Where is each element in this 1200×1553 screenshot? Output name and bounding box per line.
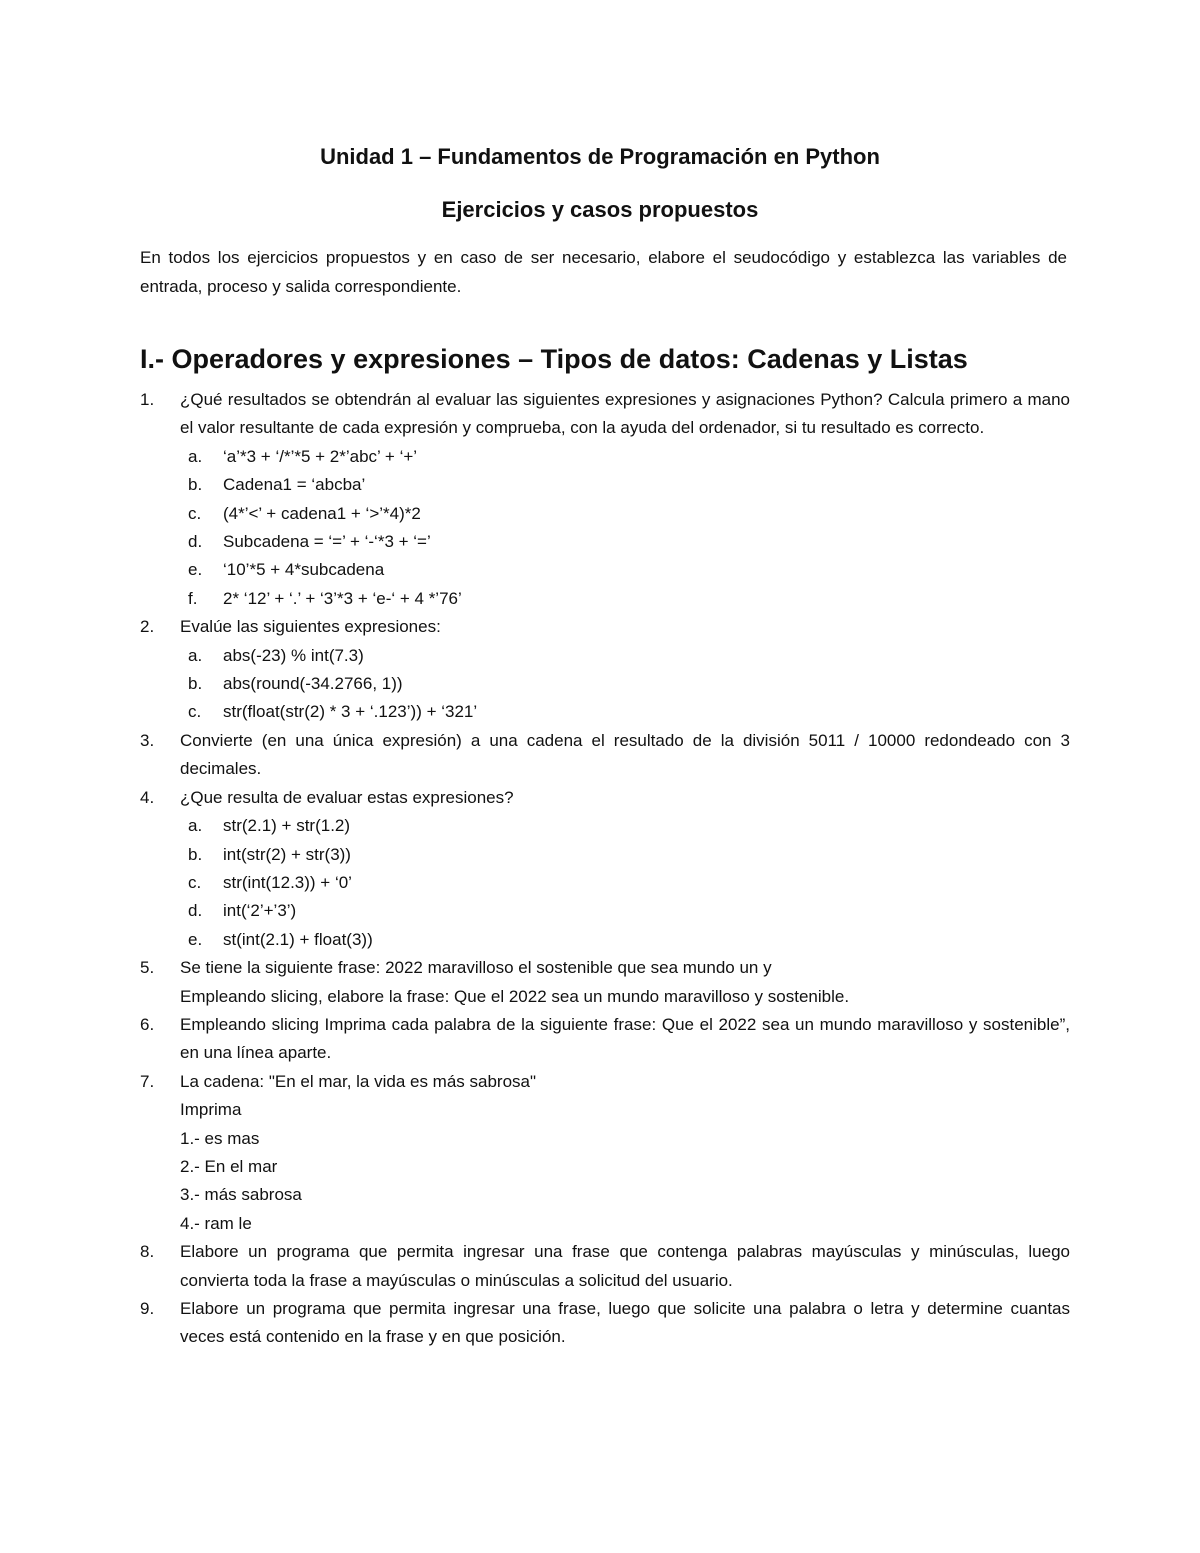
expression-letter: b. bbox=[188, 844, 203, 864]
exercise-line: Imprima bbox=[180, 1100, 242, 1120]
expression-list bbox=[180, 642, 1070, 727]
document-subtitle: Ejercicios y casos propuestos bbox=[441, 197, 759, 222]
expression-text: 2* ‘12’ + ‘.’ + ‘3’*3 + ‘e-‘ + 4 *’76’ bbox=[223, 588, 462, 608]
expression-letter: d. bbox=[188, 901, 203, 921]
exercise-line: 1.- es mas bbox=[180, 1128, 260, 1148]
expression-letter: b. bbox=[188, 674, 203, 694]
exercise-item bbox=[140, 386, 1070, 613]
exercise-item bbox=[140, 784, 1070, 954]
exercise-number: 8. bbox=[140, 1242, 155, 1262]
expression-item bbox=[180, 670, 1070, 698]
expression-item bbox=[180, 471, 1070, 499]
exercise-line: 3.- más sabrosa bbox=[180, 1185, 302, 1205]
expression-item bbox=[180, 500, 1070, 528]
expression-item bbox=[180, 812, 1070, 840]
expression-text: int(str(2) + str(3)) bbox=[223, 844, 351, 864]
expression-letter: a. bbox=[188, 446, 203, 466]
expression-text: (4*’<’ + cadena1 + ‘>’*4)*2 bbox=[223, 503, 421, 523]
expression-item bbox=[180, 585, 1070, 613]
expression-list bbox=[180, 812, 1070, 954]
expression-letter: c. bbox=[188, 503, 202, 523]
expression-letter: f. bbox=[188, 588, 198, 608]
expression-letter: d. bbox=[188, 532, 203, 552]
exercise-item bbox=[140, 1011, 1070, 1068]
exercise-line: Empleando slicing, elabore la frase: Que el 2022 sea un mundo maravilloso y sostenible. bbox=[180, 986, 850, 1006]
exercise-number: 1. bbox=[140, 390, 155, 409]
exercise-text: ¿Que resulta de evaluar estas expresiones? bbox=[180, 787, 514, 807]
expression-letter: c. bbox=[188, 702, 202, 722]
expression-text: str(int(12.3)) + ‘0’ bbox=[223, 872, 352, 892]
expression-item bbox=[180, 841, 1070, 869]
expression-text: Cadena1 = ‘abcba’ bbox=[223, 475, 366, 495]
exercise-list bbox=[140, 386, 1070, 1352]
exercise-line: La cadena: "En el mar, la vida es más sabrosa" bbox=[180, 1071, 537, 1091]
expression-text: abs(-23) % int(7.3) bbox=[223, 645, 364, 665]
expression-text: ‘10’*5 + 4*subcadena bbox=[223, 560, 385, 580]
exercise-text: ¿Qué resultados se obtendrán al evaluar las siguientes expresiones y asignaciones Python? Calcula primero a mano el valor resultante de cada expresión y comprueba, con la ayuda del ordenador, si tu resultado es correcto. bbox=[180, 390, 1070, 438]
exercise-number: 5. bbox=[140, 958, 155, 978]
exercise-item bbox=[140, 613, 1070, 727]
exercise-line: 2.- En el mar bbox=[180, 1156, 278, 1176]
expression-text: str(float(str(2) * 3 + ‘.123’)) + ‘321’ bbox=[223, 702, 478, 722]
exercise-line: Se tiene la siguiente frase: 2022 maravilloso el sostenible que sea mundo un y bbox=[180, 958, 772, 978]
expression-item bbox=[180, 443, 1070, 471]
exercise-text: Elabore un programa que permita ingresar una frase que contenga palabras mayúsculas y minúsculas, luego convierta toda la frase a mayúsculas o minúsculas a solicitud del usuario. bbox=[180, 1242, 1070, 1290]
expression-text: ‘a’*3 + ‘/*’*5 + 2*’abc’ + ‘+’ bbox=[223, 446, 418, 466]
exercise-number: 4. bbox=[140, 787, 155, 807]
expression-item bbox=[180, 528, 1070, 556]
expression-item bbox=[180, 869, 1070, 897]
exercise-item bbox=[140, 1295, 1070, 1352]
exercise-number: 9. bbox=[140, 1299, 155, 1318]
document-title: Unidad 1 – Fundamentos de Programación en Python bbox=[320, 144, 880, 169]
expression-text: Subcadena = ‘=’ + ‘-‘*3 + ‘=’ bbox=[223, 532, 431, 552]
expression-text: abs(round(-34.2766, 1)) bbox=[223, 674, 403, 694]
exercise-item bbox=[140, 727, 1070, 784]
expression-letter: a. bbox=[188, 645, 203, 665]
exercise-text: Evalúe las siguientes expresiones: bbox=[180, 617, 441, 637]
exercise-item bbox=[140, 954, 1070, 1011]
expression-list bbox=[180, 443, 1070, 613]
expression-letter: a. bbox=[188, 816, 203, 836]
intro-paragraph: En todos los ejercicios propuestos y en caso de ser necesario, elabore el seudocódigo y establezca las variables de entrada, proceso y salida correspondiente. bbox=[140, 248, 1067, 296]
exercise-text: Empleando slicing Imprima cada palabra de la siguiente frase: Que el 2022 sea un mundo maravilloso y sostenible”, en una línea aparte. bbox=[180, 1014, 1070, 1063]
exercise-line: 4.- ram le bbox=[180, 1213, 252, 1233]
expression-letter: c. bbox=[188, 872, 202, 892]
expression-letter: b. bbox=[188, 475, 203, 495]
expression-text: int(‘2’+’3’) bbox=[223, 901, 297, 921]
expression-text: st(int(2.1) + float(3)) bbox=[223, 929, 373, 949]
exercise-item bbox=[140, 1238, 1070, 1295]
expression-item bbox=[180, 642, 1070, 670]
expression-item bbox=[180, 897, 1070, 925]
exercise-number: 7. bbox=[140, 1071, 155, 1091]
expression-text: str(2.1) + str(1.2) bbox=[223, 816, 351, 836]
exercise-text: Convierte (en una única expresión) a una cadena el resultado de la división 5011 / 10000 redondeado con 3 decimales. bbox=[180, 730, 1070, 779]
expression-item bbox=[180, 926, 1070, 954]
exercise-number: 6. bbox=[140, 1014, 155, 1034]
expression-letter: e. bbox=[188, 560, 203, 580]
exercise-number: 3. bbox=[140, 730, 155, 750]
expression-item bbox=[180, 698, 1070, 726]
section-heading: I.- Operadores y expresiones – Tipos de datos: Cadenas y Listas bbox=[140, 344, 968, 374]
exercise-number: 2. bbox=[140, 617, 155, 637]
expression-item bbox=[180, 556, 1070, 584]
expression-letter: e. bbox=[188, 929, 203, 949]
exercise-text: Elabore un programa que permita ingresar una frase, luego que solicite una palabra o letra y determine cuantas veces está contenido en la frase y en que posición. bbox=[180, 1299, 1070, 1347]
exercise-item bbox=[140, 1068, 1070, 1238]
